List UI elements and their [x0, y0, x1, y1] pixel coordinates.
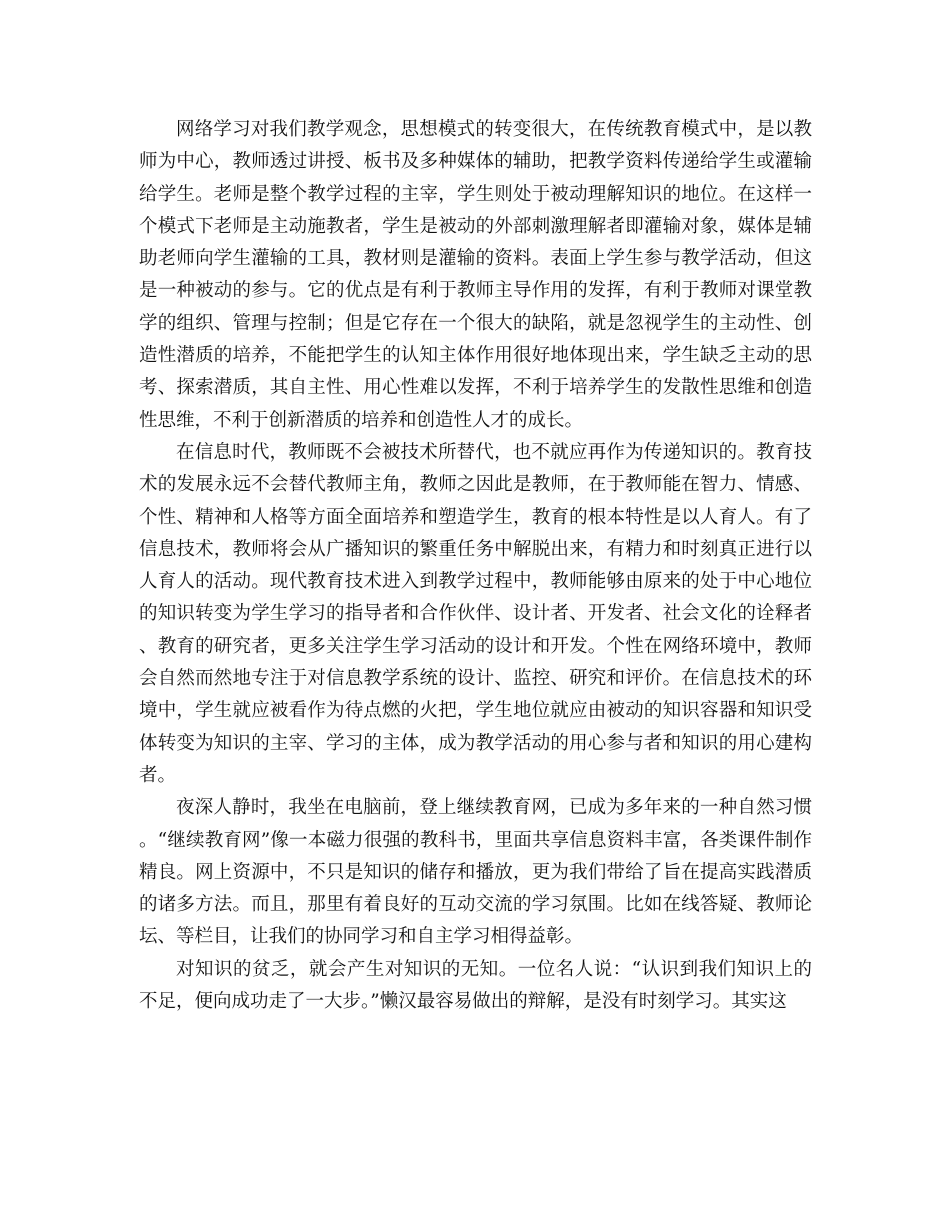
- paragraph-2: 在信息时代，教师既不会被技术所替代，也不就应再作为传递知识的。教育技术的发展永远不会替代教师主角，教师之因此是教师，在于教师能在智力、情感、个性、精神和人格等方面全面培养和塑造学生，教育的根本特性是以人育人。有了信息技术，教师将会从广播知识的繁重任务中解脱出来，有精力和时刻真正进行以人育人的活动。现代教育技术进入到教学过程中，教师能够由原来的处于中心地位的知识转变为学生学习的指导者和合作伙伴、设计者、开发者、社会文化的诠释者、教育的研究者，更多关注学生学习活动的设计和开发。个性在网络环境中，教师会自然而然地专注于对信息教学系统的设计、监控、研究和评价。在信息技术的环境中，学生就应被看作为待点燃的火把，学生地位就应由被动的知识容器和知识受体转变为知识的主宰、学习的主体，成为教学活动的用心参与者和知识的用心建构者。: [139, 441, 812, 786]
- paragraph-1: 网络学习对我们教学观念，思想模式的转变很大，在传统教育模式中，是以教师为中心，教师透过讲授、板书及多种媒体的辅助，把教学资料传递给学生或灌输给学生。老师是整个教学过程的主宰，学生则处于被动理解知识的地位。在这样一个模式下老师是主动施教者，学生是被动的外部刺激理解者即灌输对象，媒体是辅助老师向学生灌输的工具，教材则是灌输的资料。表面上学生参与教学活动，但这是一种被动的参与。它的优点是有利于教师主导作用的发挥，有利于教师对课堂教学的组织、管理与控制；但是它存在一个很大的缺陷，就是忽视学生的主动性、创造性潜质的培养，不能把学生的认知主体作用很好地体现出来，学生缺乏主动的思考、探索潜质，其自主性、用心性难以发挥，不利于培养学生的发散性思维和创造性思维，不利于创新潜质的培养和创造性人才的成长。: [139, 119, 812, 431]
- paragraph-3: 夜深人静时，我坐在电脑前，登上继续教育网，已成为多年来的一种自然习惯。“继续教育网”像一本磁力很强的教科书，里面共享信息资料丰富，各类课件制作精良。网上资源中，不只是知识的储存和播放，更为我们带给了旨在提高实践潜质的诸多方法。而且，那里有着良好的互动交流的学习氛围。比如在线答疑、教师论坛、等栏目，让我们的协同学习和自主学习相得益彰。: [139, 797, 812, 948]
- paragraph-4: 对知识的贫乏，就会产生对知识的无知。一位名人说：“认识到我们知识上的不足，便向成功走了一大步。”懒汉最容易做出的辩解，是没有时刻学习。其实这: [139, 958, 812, 1013]
- document-body: [139, 114, 812, 1018]
